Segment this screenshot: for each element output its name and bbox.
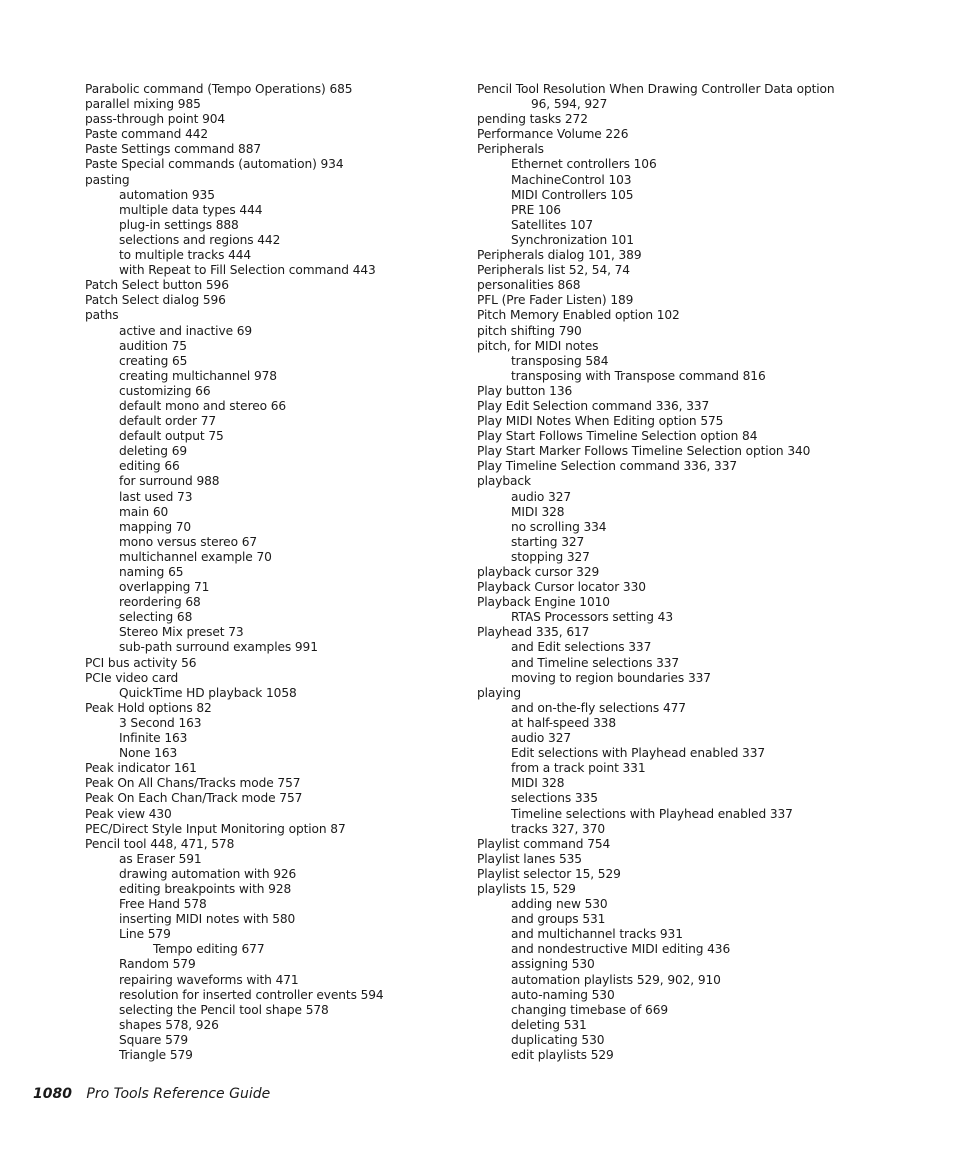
index-entry: Playlist command 754 [477, 836, 611, 851]
index-entry: Peak On All Chans/Tracks mode 757 [85, 776, 301, 791]
index-entry: pass-through point 904 [85, 112, 226, 127]
index-subentry: Square 579 [119, 1032, 189, 1047]
index-subentry: main 60 [119, 504, 169, 519]
index-entry: Pencil tool 448, 471, 578 [85, 836, 235, 851]
index-entry: Playhead 335, 617 [477, 625, 590, 640]
index-entry: Paste command 442 [85, 127, 209, 142]
index-subentry: MIDI 328 [511, 776, 565, 791]
index-subentry: moving to region boundaries 337 [511, 670, 711, 685]
index-subentry: plug-in settings 888 [119, 217, 239, 232]
index-entry: parallel mixing 985 [85, 97, 201, 112]
index-entry: pitch, for MIDI notes [477, 338, 599, 353]
index-entry: Pencil Tool Resolution When Drawing Controller Data option [477, 82, 835, 96]
index-entry: Play Timeline Selection command 336, 337 [477, 459, 738, 474]
index-subentry: transposing with Transpose command 816 [511, 368, 766, 383]
index-entry: Parabolic command (Tempo Operations) 685 [85, 82, 353, 96]
index-entry: PCI bus activity 56 [85, 655, 197, 670]
index-entry: Patch Select dialog 596 [85, 293, 226, 308]
index-subentry: Infinite 163 [119, 731, 188, 746]
index-subentry: shapes 578, 926 [119, 1017, 219, 1032]
index-subentry: QuickTime HD playback 1058 [119, 685, 297, 700]
index-subentry: reordering 68 [119, 595, 201, 610]
index-subentry: 3 Second 163 [119, 715, 202, 730]
index-subentry: transposing 584 [511, 353, 609, 368]
index-subentry: last used 73 [119, 489, 193, 504]
index-subentry: 96, 594, 927 [531, 97, 608, 112]
index-subentry: active and inactive 69 [119, 323, 253, 338]
index-subentry: naming 65 [119, 565, 184, 579]
index-subentry: automation playlists 529, 902, 910 [511, 972, 721, 987]
index-subentry: sub-path surround examples 991 [119, 640, 318, 655]
index-entry: Play button 136 [477, 383, 573, 398]
index-entry: playback [477, 474, 531, 489]
index-entry: Playback Cursor locator 330 [477, 580, 646, 595]
index-subentry: Tempo editing 677 [153, 942, 265, 957]
index-subentry: default order 77 [119, 414, 217, 429]
index-subentry: and on-the-fly selections 477 [511, 700, 686, 715]
index-subentry: and Timeline selections 337 [511, 655, 680, 670]
index-subentry: Stereo Mix preset 73 [119, 625, 244, 640]
index-entry: Peak On Each Chan/Track mode 757 [85, 791, 303, 806]
index-entry: playlists 15, 529 [477, 881, 576, 896]
index-entry: Performance Volume 226 [477, 127, 629, 142]
index-entry: pending tasks 272 [477, 112, 588, 127]
index-entry: Peripherals dialog 101, 389 [477, 248, 642, 263]
index-subentry: to multiple tracks 444 [119, 248, 252, 263]
index-subentry: Triangle 579 [119, 1048, 193, 1062]
index-subentry: deleting 531 [511, 1017, 587, 1032]
index-subentry: None 163 [119, 746, 178, 761]
index-subentry: resolution for inserted controller events 594 [119, 987, 384, 1002]
index-entry: Play Start Follows Timeline Selection option 84 [477, 429, 758, 444]
index-entry: paths [85, 308, 119, 323]
index-subentry: MIDI Controllers 105 [511, 187, 634, 202]
index-subentry: mapping 70 [119, 519, 192, 534]
index-column-right [477, 82, 917, 1063]
index-subentry: at half-speed 338 [511, 715, 616, 730]
index-entry: PFL (Pre Fader Listen) 189 [477, 293, 634, 308]
index-entry: Paste Settings command 887 [85, 142, 261, 157]
index-subentry: assigning 530 [511, 957, 595, 972]
index-entry: Playback Engine 1010 [477, 595, 610, 610]
index-entry: Pitch Memory Enabled option 102 [477, 308, 680, 323]
index-subentry: and multichannel tracks 931 [511, 927, 683, 942]
index-subentry: selecting the Pencil tool shape 578 [119, 1002, 329, 1017]
index-subentry: and Edit selections 337 [511, 640, 652, 655]
index-subentry: drawing automation with 926 [119, 866, 297, 881]
index-subentry: tracks 327, 370 [511, 821, 606, 836]
index-entry: Play MIDI Notes When Editing option 575 [477, 414, 724, 429]
index-subentry: multiple data types 444 [119, 202, 263, 217]
index-subentry: creating 65 [119, 353, 188, 368]
index-subentry: editing 66 [119, 459, 180, 474]
index-entry: Peripherals list 52, 54, 74 [477, 263, 630, 278]
index-subentry: Free Hand 578 [119, 897, 207, 912]
index-subentry: auto-naming 530 [511, 987, 615, 1002]
index-entry: playing [477, 685, 521, 700]
index-subentry: and groups 531 [511, 912, 606, 927]
index-subentry: RTAS Processors setting 43 [511, 610, 673, 625]
guide-title: Pro Tools Reference Guide [86, 1086, 271, 1102]
index-entry: Play Start Marker Follows Timeline Selection option 340 [477, 444, 811, 459]
index-entry: Patch Select button 596 [85, 278, 229, 293]
index-subentry: editing breakpoints with 928 [119, 881, 292, 896]
index-subentry: with Repeat to Fill Selection command 443 [119, 263, 376, 278]
index-entry: PCIe video card [85, 670, 179, 685]
index-subentry: edit playlists 529 [511, 1048, 614, 1062]
index-entry: Play Edit Selection command 336, 337 [477, 398, 710, 413]
index-subentry: selections 335 [511, 791, 598, 806]
index-entry: personalities 868 [477, 278, 581, 293]
index-subentry: repairing waveforms with 471 [119, 972, 299, 987]
index-subentry: audition 75 [119, 338, 187, 353]
index-subentry: stopping 327 [511, 549, 590, 564]
index-subentry: PRE 106 [511, 202, 561, 217]
index-subentry: and nondestructive MIDI editing 436 [511, 942, 731, 957]
index-entry: Peak Hold options 82 [85, 700, 212, 715]
index-subentry: Edit selections with Playhead enabled 337 [511, 746, 766, 761]
index-entry: Peak view 430 [85, 806, 172, 821]
index-subentry: Random 579 [119, 957, 196, 972]
index-entry: pitch shifting 790 [477, 323, 582, 338]
index-entry: Peak indicator 161 [85, 761, 197, 776]
index-subentry: multichannel example 70 [119, 549, 272, 564]
index-subentry: creating multichannel 978 [119, 368, 277, 383]
index-subentry: as Eraser 591 [119, 851, 202, 866]
index-subentry: audio 327 [511, 489, 572, 504]
index-subentry: starting 327 [511, 534, 585, 549]
index-entry: Playlist selector 15, 529 [477, 866, 621, 881]
index-subentry: automation 935 [119, 187, 215, 202]
page-number: 1080 [33, 1086, 72, 1102]
index-subentry: MachineControl 103 [511, 172, 632, 187]
index-subentry: default mono and stereo 66 [119, 398, 287, 413]
index-entry: PEC/Direct Style Input Monitoring option 87 [85, 821, 346, 836]
index-subentry: overlapping 71 [119, 580, 210, 595]
index-subentry: selections and regions 442 [119, 232, 281, 247]
index-subentry: duplicating 530 [511, 1032, 605, 1047]
index-subentry: deleting 69 [119, 444, 188, 459]
index-subentry: mono versus stereo 67 [119, 534, 258, 549]
index-subentry: customizing 66 [119, 383, 211, 398]
index-entry: Playlist lanes 535 [477, 851, 582, 866]
index-subentry: Satellites 107 [511, 217, 594, 232]
index-entry: playback cursor 329 [477, 565, 600, 579]
index-entry: Paste Special commands (automation) 934 [85, 157, 344, 172]
index-subentry: Line 579 [119, 927, 171, 942]
index-subentry: Timeline selections with Playhead enabled 337 [511, 806, 793, 821]
index-subentry: MIDI 328 [511, 504, 565, 519]
page-footer [33, 1086, 270, 1102]
index-subentry: default output 75 [119, 429, 224, 444]
index-subentry: adding new 530 [511, 897, 608, 912]
index-subentry: for surround 988 [119, 474, 220, 489]
index-subentry: audio 327 [511, 731, 572, 746]
index-subentry: inserting MIDI notes with 580 [119, 912, 296, 927]
index-subentry: Ethernet controllers 106 [511, 157, 657, 172]
index-entry: pasting [85, 172, 130, 187]
index-subentry: from a track point 331 [511, 761, 646, 776]
index-subentry: changing timebase of 669 [511, 1002, 669, 1017]
index-subentry: Synchronization 101 [511, 232, 634, 247]
index-entry: Peripherals [477, 142, 544, 157]
index-subentry: no scrolling 334 [511, 519, 607, 534]
index-subentry: selecting 68 [119, 610, 193, 625]
index-column-left [85, 82, 455, 1063]
